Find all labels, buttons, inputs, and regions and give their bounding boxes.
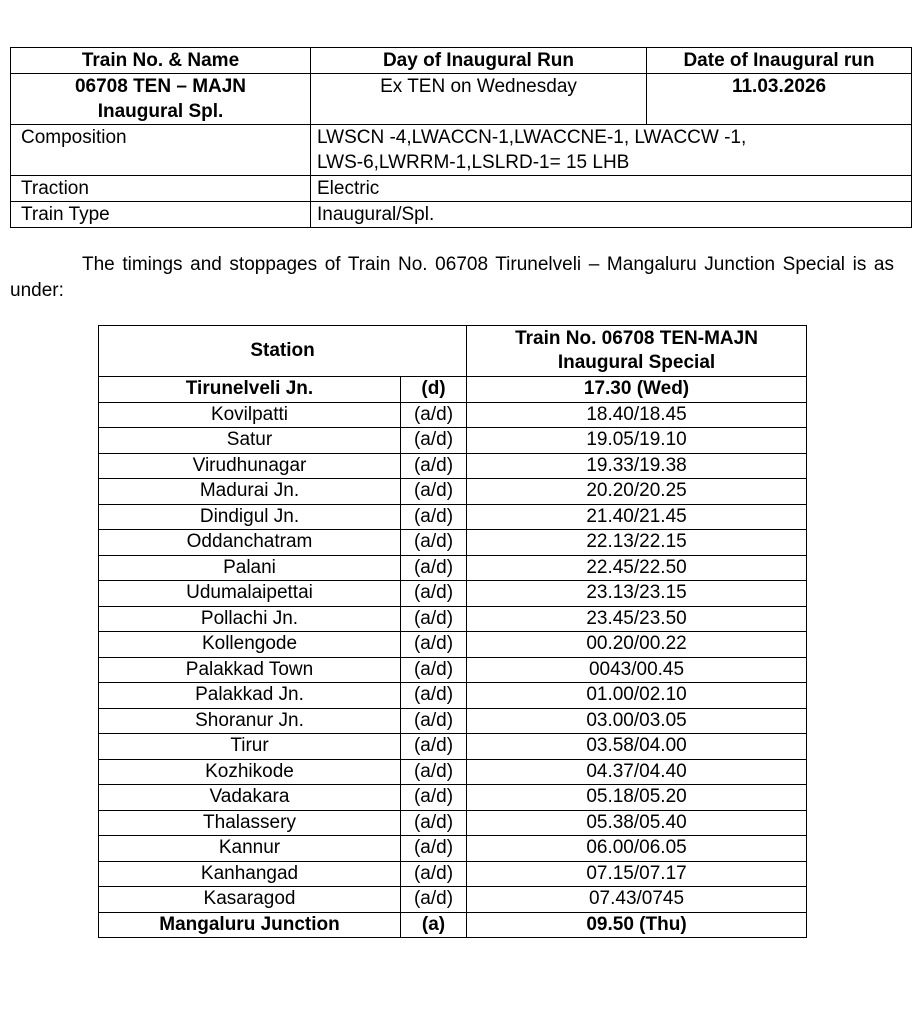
timing-value: 17.30 (Wed) xyxy=(467,377,807,403)
timing-value: 01.00/02.10 xyxy=(467,683,807,709)
station-name: Palani xyxy=(99,555,401,581)
header-train-no-name: Train No. & Name xyxy=(11,48,311,74)
stop-code: (a/d) xyxy=(401,785,467,811)
station-row xyxy=(99,504,807,530)
station-name: Vadakara xyxy=(99,785,401,811)
composition-label: Composition xyxy=(11,125,311,176)
timing-value: 05.18/05.20 xyxy=(467,785,807,811)
station-name: Kannur xyxy=(99,836,401,862)
timing-value: 18.40/18.45 xyxy=(467,402,807,428)
stop-code: (a/d) xyxy=(401,428,467,454)
station-row xyxy=(99,759,807,785)
train-type-value: Inaugural/Spl. xyxy=(311,202,912,228)
stop-code: (a/d) xyxy=(401,606,467,632)
station-row xyxy=(99,785,807,811)
station-column-header: Station xyxy=(99,326,467,377)
stop-code: (d) xyxy=(401,377,467,403)
station-name: Kozhikode xyxy=(99,759,401,785)
train-type-label: Train Type xyxy=(11,202,311,228)
stop-code: (a/d) xyxy=(401,759,467,785)
timing-value: 00.20/00.22 xyxy=(467,632,807,658)
station-row xyxy=(99,555,807,581)
stop-code: (a/d) xyxy=(401,402,467,428)
stop-code: (a) xyxy=(401,912,467,938)
timing-value: 07.15/07.17 xyxy=(467,861,807,887)
station-row xyxy=(99,530,807,556)
timing-value: 04.37/04.40 xyxy=(467,759,807,785)
station-name: Dindigul Jn. xyxy=(99,504,401,530)
date-of-run-value: 11.03.2026 xyxy=(647,74,912,125)
train-name-line1: 06708 TEN – MAJN xyxy=(74,76,247,97)
stop-code: (a/d) xyxy=(401,581,467,607)
station-name: Mangaluru Junction xyxy=(99,912,401,938)
station-name: Pollachi Jn. xyxy=(99,606,401,632)
station-name: Virudhunagar xyxy=(99,453,401,479)
station-name: Kollengode xyxy=(99,632,401,658)
timing-value: 05.38/05.40 xyxy=(467,810,807,836)
train-name-line2: Inaugural Spl. xyxy=(97,101,224,122)
timing-value: 20.20/20.25 xyxy=(467,479,807,505)
train-column-header xyxy=(467,326,807,377)
station-row xyxy=(99,377,807,403)
station-row xyxy=(99,861,807,887)
stop-code: (a/d) xyxy=(401,836,467,862)
info-traction-row xyxy=(11,176,912,202)
timing-value: 23.13/23.15 xyxy=(467,581,807,607)
station-row xyxy=(99,402,807,428)
timing-value: 22.13/22.15 xyxy=(467,530,807,556)
composition-line2: LWS-6,LWRRM-1,LSLRD-1= 15 LHB xyxy=(317,152,630,173)
timing-value: 03.58/04.00 xyxy=(467,734,807,760)
day-of-run-value: Ex TEN on Wednesday xyxy=(311,74,647,125)
info-composition-row xyxy=(11,125,912,176)
station-name: Palakkad Town xyxy=(99,657,401,683)
info-header-row xyxy=(11,48,912,74)
station-row xyxy=(99,887,807,913)
station-row xyxy=(99,428,807,454)
info-train-row xyxy=(11,74,912,125)
station-name: Kasaragod xyxy=(99,887,401,913)
stop-code: (a/d) xyxy=(401,530,467,556)
stop-code: (a/d) xyxy=(401,683,467,709)
train-header-line1: Train No. 06708 TEN-MAJN xyxy=(515,328,758,349)
station-row xyxy=(99,912,807,938)
station-row xyxy=(99,708,807,734)
timing-value: 03.00/03.05 xyxy=(467,708,807,734)
stop-code: (a/d) xyxy=(401,887,467,913)
timing-value: 23.45/23.50 xyxy=(467,606,807,632)
header-day-of-inaugural-run: Day of Inaugural Run xyxy=(311,48,647,74)
train-info-table xyxy=(10,47,912,228)
stop-code: (a/d) xyxy=(401,453,467,479)
station-name: Shoranur Jn. xyxy=(99,708,401,734)
station-name: Tirur xyxy=(99,734,401,760)
station-name: Udumalaipettai xyxy=(99,581,401,607)
composition-line1: LWSCN -4,LWACCN-1,LWACCNE-1, LWACCW -1, xyxy=(317,127,747,148)
timing-value: 19.33/19.38 xyxy=(467,453,807,479)
traction-label: Traction xyxy=(11,176,311,202)
station-row xyxy=(99,453,807,479)
stop-code: (a/d) xyxy=(401,504,467,530)
station-row xyxy=(99,479,807,505)
stop-code: (a/d) xyxy=(401,479,467,505)
station-row xyxy=(99,836,807,862)
timing-value: 21.40/21.45 xyxy=(467,504,807,530)
timings-header-row xyxy=(99,326,807,377)
timing-value: 22.45/22.50 xyxy=(467,555,807,581)
station-row xyxy=(99,810,807,836)
info-type-row xyxy=(11,202,912,228)
stop-code: (a/d) xyxy=(401,861,467,887)
station-name: Kanhangad xyxy=(99,861,401,887)
intro-paragraph: The timings and stoppages of Train No. 06708 Tirunelveli – Mangaluru Junction Special is as under: xyxy=(10,254,894,301)
train-name-cell xyxy=(11,74,311,125)
stop-code: (a/d) xyxy=(401,810,467,836)
stop-code: (a/d) xyxy=(401,734,467,760)
timing-value: 0043/00.45 xyxy=(467,657,807,683)
station-name: Thalassery xyxy=(99,810,401,836)
station-name: Oddanchatram xyxy=(99,530,401,556)
timing-value: 19.05/19.10 xyxy=(467,428,807,454)
station-row xyxy=(99,606,807,632)
station-row xyxy=(99,632,807,658)
timings-body xyxy=(99,377,807,938)
station-row xyxy=(99,683,807,709)
station-row xyxy=(99,581,807,607)
traction-value: Electric xyxy=(311,176,912,202)
station-row xyxy=(99,734,807,760)
timing-value: 09.50 (Thu) xyxy=(467,912,807,938)
stop-code: (a/d) xyxy=(401,708,467,734)
station-name: Palakkad Jn. xyxy=(99,683,401,709)
station-name: Satur xyxy=(99,428,401,454)
stop-code: (a/d) xyxy=(401,555,467,581)
train-header-line2: Inaugural Special xyxy=(557,352,716,373)
stop-code: (a/d) xyxy=(401,657,467,683)
station-row xyxy=(99,657,807,683)
composition-value xyxy=(311,125,912,176)
timings-table xyxy=(98,325,807,938)
header-date-of-inaugural-run: Date of Inaugural run xyxy=(647,48,912,74)
station-name: Madurai Jn. xyxy=(99,479,401,505)
stop-code: (a/d) xyxy=(401,632,467,658)
station-name: Tirunelveli Jn. xyxy=(99,377,401,403)
station-name: Kovilpatti xyxy=(99,402,401,428)
timing-value: 06.00/06.05 xyxy=(467,836,807,862)
timing-value: 07.43/0745 xyxy=(467,887,807,913)
